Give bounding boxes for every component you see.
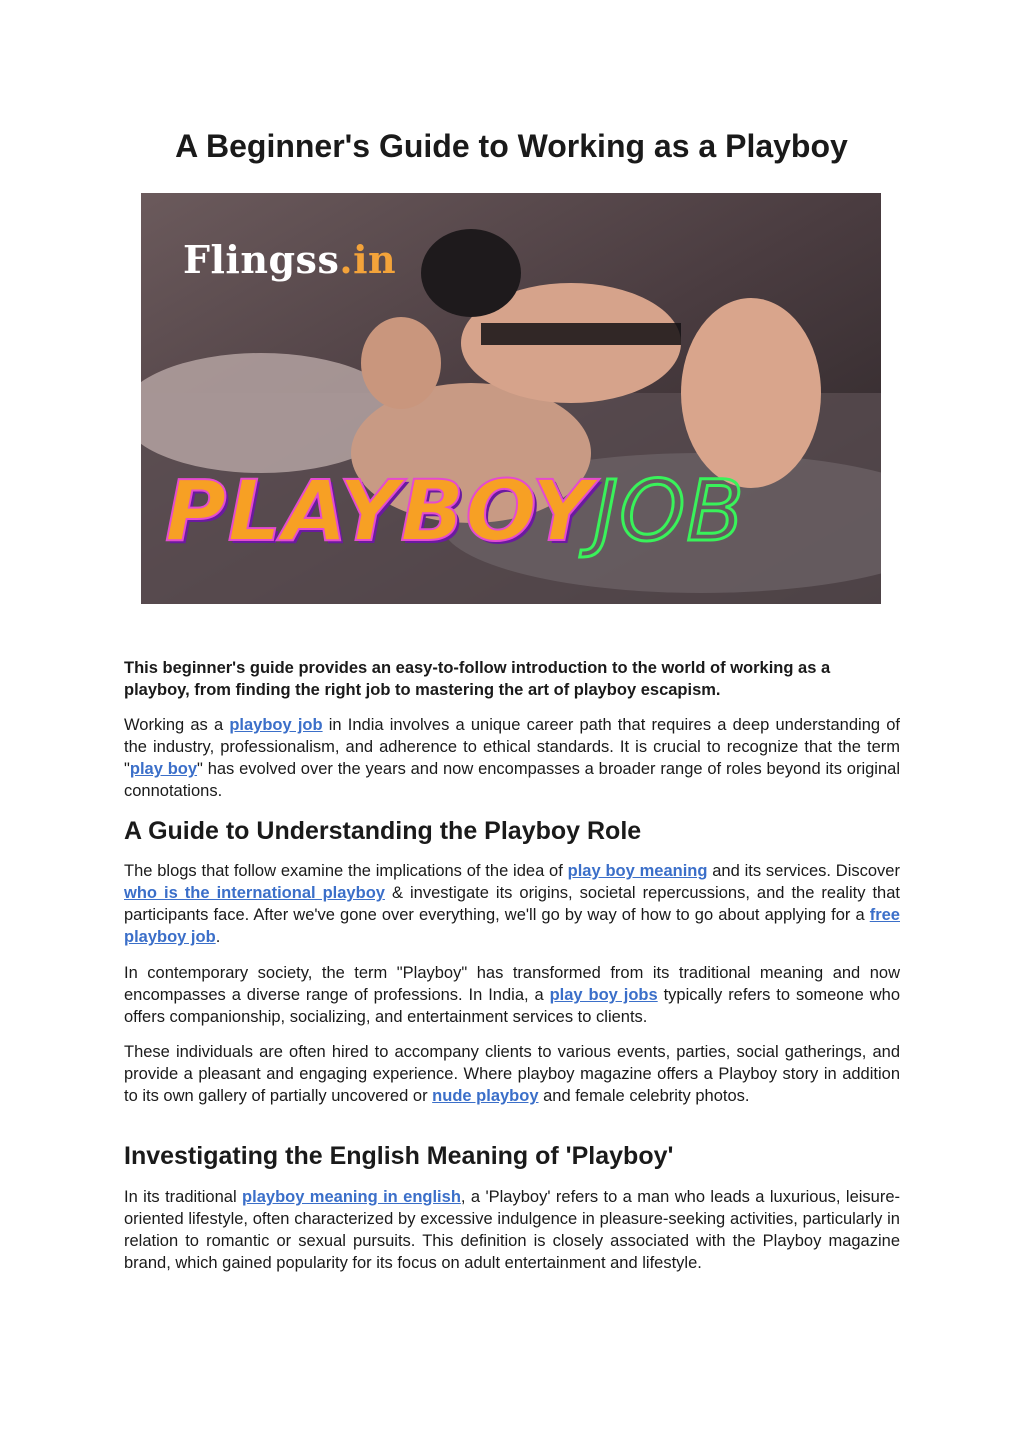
- hero-image: [141, 193, 881, 604]
- text-span: These individuals are often hired to accompany clients to various events, parties, social gatherings, and provide a pleasant and engaging experience. Where playboy magazine offers a Playboy story in addition to its own gallery of partially uncovered or: [124, 1043, 900, 1105]
- text-span: in India involves a unique career path that requires a deep understanding of the industry, professionalism, and adherence to ethical standards. It is crucial to recognize that the term ": [124, 716, 900, 778]
- lead-paragraph: This beginner's guide provides an easy-to-follow introduction to the world of working as a playboy, from finding the right job to mastering the art of playboy escapism.: [124, 659, 831, 699]
- promo-word-job: JOB: [593, 462, 745, 560]
- paragraph-1: [124, 714, 900, 802]
- page-title: A Beginner's Guide to Working as a Playboy: [175, 128, 848, 164]
- text-span: The blogs that follow examine the implications of the idea of: [124, 862, 568, 880]
- link-playboy-job[interactable]: playboy job: [229, 716, 323, 734]
- text-span: & investigate its origins, societal repercussions, and the reality that participants face. After we've gone over everything, we'll go by way of how to go about applying for a: [124, 884, 900, 924]
- text-span: , a 'Playboy' refers to a man who leads a luxurious, leisure-oriented lifestyle, often characterized by excessive indulgence in pleasure-seeking activities, particularly in relation to romantic or sexual pursuits. This definition is closely associated with the Playboy magazine brand, which gained popularity for its focus on adult entertainment and lifestyle.: [124, 1188, 901, 1272]
- text-span: .: [215, 928, 221, 946]
- paragraph-2: [124, 860, 900, 948]
- link-free-playboy-job[interactable]: free playboy job: [124, 906, 900, 946]
- link-playboy-meaning-english[interactable]: playboy meaning in english: [242, 1188, 461, 1206]
- section-heading-1: A Guide to Understanding the Playboy Role: [124, 817, 642, 845]
- link-international-playboy[interactable]: who is the international playboy: [124, 884, 385, 902]
- paragraph-5: [124, 1186, 900, 1274]
- text-span: and its services. Discover: [707, 862, 900, 880]
- promo-text: [165, 462, 745, 560]
- link-play-boy[interactable]: play boy: [129, 760, 198, 778]
- text-span: typically refers to someone who offers companionship, socializing, and entertainment services to clients.: [124, 986, 901, 1026]
- link-play-boy-jobs[interactable]: play boy jobs: [549, 986, 658, 1004]
- promo-word-playboy: PLAYBOY: [165, 462, 594, 560]
- text-span: Working as a: [124, 716, 230, 734]
- section-heading-2: Investigating the English Meaning of 'Playboy': [124, 1142, 674, 1170]
- text-span: " has evolved over the years and now encompasses a broader range of roles beyond its original connotations.: [124, 760, 900, 800]
- link-nude-playboy[interactable]: nude playboy: [432, 1087, 539, 1105]
- brand-name: Flingss: [183, 237, 340, 282]
- text-span: In contemporary society, the term "Playboy" has transformed from its traditional meaning and now encompasses a diverse range of professions. In India, a: [124, 964, 900, 1004]
- text-span: In its traditional: [124, 1188, 243, 1206]
- paragraph-3: [124, 962, 900, 1028]
- link-play-boy-meaning[interactable]: play boy meaning: [567, 862, 708, 880]
- brand-logo: [183, 237, 396, 282]
- paragraph-4: [124, 1041, 900, 1107]
- text-span: and female celebrity photos.: [538, 1087, 750, 1105]
- brand-tld: .in: [339, 237, 397, 282]
